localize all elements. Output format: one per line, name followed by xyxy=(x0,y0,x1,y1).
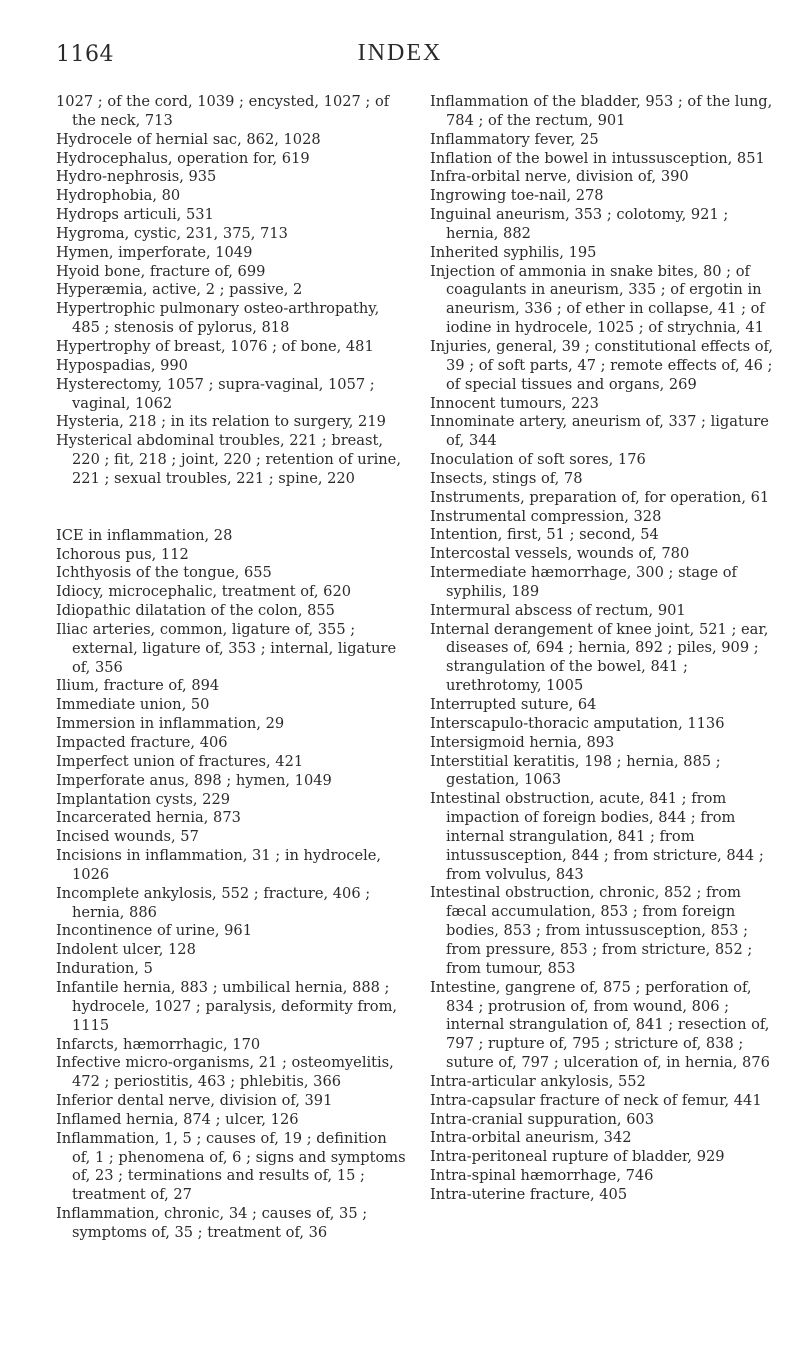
index-entry: Intestinal obstruction, chronic, 852 ; from fæcal accumulation, 853 ; from foreign bodies, 853 ; from intussusception, 853 ; from pressure, 853 ; from stricture, 852 ; from tumour, 853 xyxy=(430,884,753,977)
index-entry: Inflammatory fever, 25 xyxy=(430,130,599,148)
index-entry: Inflammation, chronic, 34 ; causes of, 35 ; symptoms of, 35 ; treatment of, 36 xyxy=(56,1205,368,1241)
index-entry: Hysteria, 218 ; in its relation to surgery, 219 xyxy=(56,413,386,431)
index-entry: 1027 ; of the cord, 1039 ; encysted, 1027 ; of the neck, 713 xyxy=(56,93,390,129)
index-column-right xyxy=(430,93,782,1205)
index-entry: Inflammation, 1, 5 ; causes of, 19 ; definition of, 1 ; phenomena of, 6 ; signs and symptoms of, 23 ; terminations and results of, 15 ; treatment of, 27 xyxy=(56,1129,406,1204)
index-entry: Intestine, gangrene of, 875 ; perforation of, 834 ; protrusion of, from wound, 806 ; internal strangulation of, 841 ; resection of, 797 ; rupture of, 795 ; stricture of, 838 ; suture of, 797 ; ulceration of, in hernia, 876 xyxy=(430,978,770,1072)
index-entry: Induration, 5 xyxy=(56,960,153,978)
index-entry: Injuries, general, 39 ; constitutional effects of, 39 ; of soft parts, 47 ; remote effects of, 46 ; of special tissues and organs, 269 xyxy=(430,337,774,393)
index-entry: Infantile hernia, 883 ; umbilical hernia, 888 ; hydrocele, 1027 ; paralysis, deformity from, 1115 xyxy=(56,978,398,1034)
index-entry: Insects, stings of, 78 xyxy=(430,469,583,487)
index-column-left xyxy=(56,93,408,1243)
index-entry: Hymen, imperforate, 1049 xyxy=(56,243,253,261)
index-entry: Inflamed hernia, 874 ; ulcer, 126 xyxy=(56,1110,299,1128)
index-entry: Inferior dental nerve, division of, 391 xyxy=(56,1092,333,1110)
index-entry: Innocent tumours, 223 xyxy=(430,394,599,412)
index-entry: Idiocy, microcephalic, treatment of, 620 xyxy=(56,583,352,601)
index-entry: Hydrocele of hernial sac, 862, 1028 xyxy=(56,130,321,148)
page-header xyxy=(0,38,800,78)
index-entry: Immersion in inflammation, 29 xyxy=(56,715,285,733)
index-entry: Imperforate anus, 898 ; hymen, 1049 xyxy=(56,771,332,789)
index-entry: Inflammation of the bladder, 953 ; of the lung, 784 ; of the rectum, 901 xyxy=(430,93,773,129)
index-entry: Interscapulo-thoracic amputation, 1136 xyxy=(430,714,725,732)
index-entry: Hydrophobia, 80 xyxy=(56,187,181,205)
index-entry: Idiopathic dilatation of the colon, 855 xyxy=(56,602,335,620)
index-entry: Intra-articular ankylosis, 552 xyxy=(430,1072,646,1090)
group-spacer xyxy=(56,489,408,527)
index-entry: Interrupted suture, 64 xyxy=(430,696,597,713)
index-entry: Immediate union, 50 xyxy=(56,696,210,714)
index-entry: Ingrowing toe-nail, 278 xyxy=(430,187,604,205)
index-group-right xyxy=(430,93,782,1205)
index-entry: Hygroma, cystic, 231, 375, 713 xyxy=(56,224,288,242)
index-entry: Hypertrophic pulmonary osteo-arthropathy, 485 ; stenosis of pylorus, 818 xyxy=(56,300,380,337)
index-entry: Incarcerated hernia, 873 xyxy=(56,809,241,827)
index-entry: Intermural abscess of rectum, 901 xyxy=(430,601,686,619)
index-entry: Hysterical abdominal troubles, 221 ; breast, 220 ; fit, 218 ; joint, 220 ; retention of urine, 221 ; sexual troubles, 221 ; spine, 220 xyxy=(56,432,401,487)
index-entry: Intersigmoid hernia, 893 xyxy=(430,733,615,751)
index-entry: Intra-cranial suppuration, 603 xyxy=(430,1110,655,1128)
index-entry: Inguinal aneurism, 353 ; colotomy, 921 ; hernia, 882 xyxy=(430,206,729,242)
index-group-i xyxy=(56,527,408,1243)
index-entry: Inflation of the bowel in intussusception, 851 xyxy=(430,149,765,167)
index-entry: Iliac arteries, common, ligature of, 355 ; external, ligature of, 353 ; internal, ligature of, 356 xyxy=(56,620,397,676)
index-entry: ICE in inflammation, 28 xyxy=(56,526,233,544)
index-entry: Inherited syphilis, 195 xyxy=(430,243,597,261)
index-entry: Indolent ulcer, 128 xyxy=(56,941,196,959)
index-entry: Hysterectomy, 1057 ; supra-vaginal, 1057 ; vaginal, 1062 xyxy=(56,375,375,412)
index-entry: Instrumental compression, 328 xyxy=(430,507,662,525)
index-entry: Intention, first, 51 ; second, 54 xyxy=(430,526,659,544)
index-entry: Incontinence of urine, 961 xyxy=(56,922,252,940)
running-title: INDEX xyxy=(357,40,443,66)
index-entry: Intermediate hæmorrhage, 300 ; stage of syphilis, 189 xyxy=(430,564,737,600)
index-entry: Intra-uterine fracture, 405 xyxy=(430,1185,628,1203)
index-entry: Instruments, preparation of, for operation, 61 xyxy=(430,488,770,506)
index-group-h xyxy=(56,93,408,489)
index-entry: Hypospadias, 990 xyxy=(56,356,188,374)
index-entry: Injection of ammonia in snake bites, 80 ; of coagulants in aneurism, 335 ; of ergotin in aneurism, 336 ; of ether in collapse, 41 ; of iodine in hydrocele, 1025 ; of strychnia, 41 xyxy=(430,262,765,337)
index-entry: Imperfect union of fractures, 421 xyxy=(56,752,304,770)
index-entry: Implantation cysts, 229 xyxy=(56,790,231,808)
index-entry: Internal derangement of knee joint, 521 ; ear, diseases of, 694 ; hernia, 892 ; piles, 909 ; strangulation of the bowel, 841 ; urethrotomy, 1005 xyxy=(430,620,769,695)
index-entry: Incisions in inflammation, 31 ; in hydrocele, 1026 xyxy=(56,847,382,883)
index-entry: Hydrocephalus, operation for, 619 xyxy=(56,149,310,167)
index-entry: Infarcts, hæmorrhagic, 170 xyxy=(56,1035,261,1053)
index-entry: Intercostal vessels, wounds of, 780 xyxy=(430,545,690,563)
index-entry: Intra-orbital aneurism, 342 xyxy=(430,1129,632,1147)
index-entry: Ilium, fracture of, 894 xyxy=(56,677,220,695)
index-entry: Infra-orbital nerve, division of, 390 xyxy=(430,168,689,186)
index-entry: Innominate artery, aneurism of, 337 ; ligature of, 344 xyxy=(430,413,769,450)
index-entry: Ichthyosis of the tongue, 655 xyxy=(56,564,272,582)
index-entry: Hydro-nephrosis, 935 xyxy=(56,168,217,186)
index-entry: Hypertrophy of breast, 1076 ; of bone, 481 xyxy=(56,337,374,355)
index-entry: Intra-spinal hæmorrhage, 746 xyxy=(430,1167,654,1185)
index-entry: Intra-capsular fracture of neck of femur, 441 xyxy=(430,1091,762,1109)
index-entry: Hyperæmia, active, 2 ; passive, 2 xyxy=(56,281,303,299)
index-entry: Hyoid bone, fracture of, 699 xyxy=(56,262,266,280)
index-entry: Intra-peritoneal rupture of bladder, 929 xyxy=(430,1148,725,1166)
index-entry: Incised wounds, 57 xyxy=(56,828,199,846)
index-entry: Intestinal obstruction, acute, 841 ; from impaction of foreign bodies, 844 ; from internal strangulation, 841 ; from intussusception, 844 ; from stricture, 844 ; from volvulus, 843 xyxy=(430,790,764,883)
index-entry: Interstitial keratitis, 198 ; hernia, 885 ; gestation, 1063 xyxy=(430,752,721,789)
index-entry: Impacted fracture, 406 xyxy=(56,734,228,751)
index-entry: Infective micro-organisms, 21 ; osteomyelitis, 472 ; periostitis, 463 ; phlebitis, 366 xyxy=(56,1054,394,1091)
index-entry: Incomplete ankylosis, 552 ; fracture, 406 ; hernia, 886 xyxy=(56,884,371,921)
index-entry: Inoculation of soft sores, 176 xyxy=(430,451,646,469)
page-number: 1164 xyxy=(56,42,114,67)
index-entry: Ichorous pus, 112 xyxy=(56,545,189,563)
index-entry: Hydrops articuli, 531 xyxy=(56,206,214,224)
